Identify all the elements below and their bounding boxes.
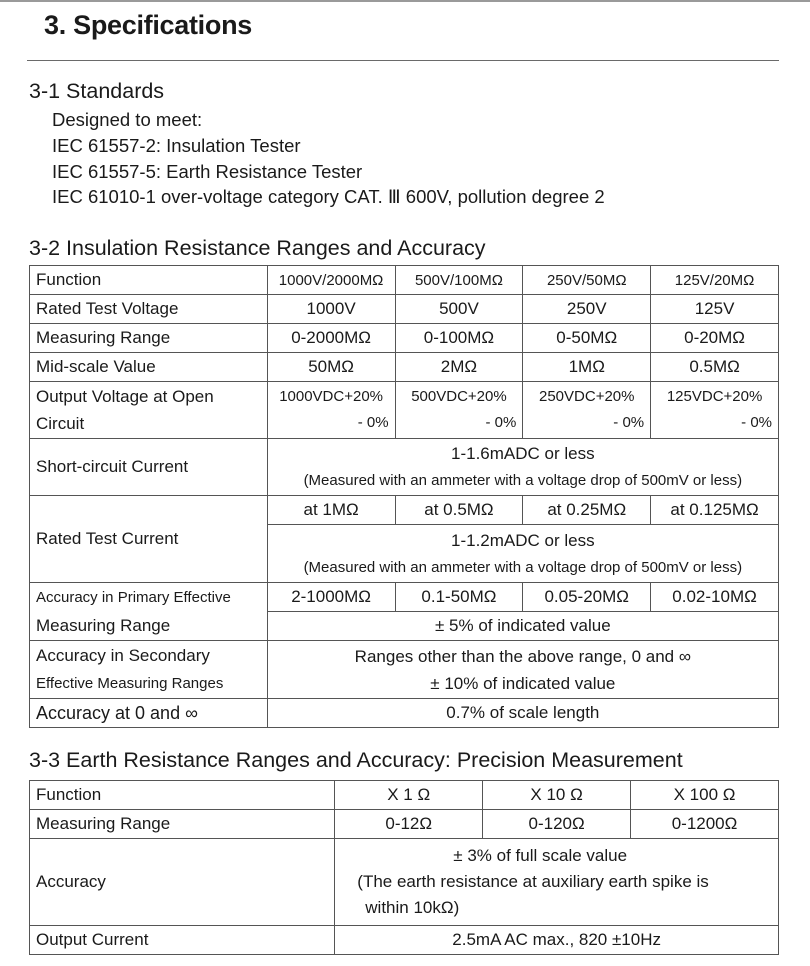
range-cell: 0-2000MΩ bbox=[267, 324, 395, 353]
range-cell: 0-50MΩ bbox=[523, 324, 651, 353]
page-title: 3. Specifications bbox=[44, 10, 252, 40]
standards-line: IEC 61557-5: Earth Resistance Tester bbox=[52, 161, 363, 182]
rated-current-at-cell: at 0.25MΩ bbox=[523, 496, 651, 525]
output-current-value: 2.5mA AC max., 820 ±10Hz bbox=[335, 926, 779, 955]
acc-secondary-line-1: Ranges other than the above range, 0 and ∞ bbox=[354, 646, 691, 666]
rated-current-value: 1-1.2mADC or less bbox=[451, 530, 595, 550]
table-row bbox=[30, 926, 779, 955]
open-voltage-cell bbox=[267, 382, 395, 439]
title-underline bbox=[27, 60, 779, 61]
acc-primary-value: ± 5% of indicated value bbox=[267, 612, 778, 641]
open-voltage-minus: - 0% bbox=[485, 414, 517, 431]
earth-range-label: Measuring Range bbox=[30, 810, 335, 839]
rated-current-at-cell: at 0.125MΩ bbox=[651, 496, 779, 525]
table-row bbox=[30, 810, 779, 839]
range-cell: 0-100MΩ bbox=[395, 324, 523, 353]
earth-function-cell: X 10 Ω bbox=[483, 781, 631, 810]
table-row bbox=[30, 353, 779, 382]
standards-heading: 3-1 Standards bbox=[29, 79, 165, 103]
open-voltage-minus: - 0% bbox=[613, 414, 645, 431]
short-circuit-value: 1-1.6mADC or less bbox=[451, 444, 595, 463]
mid-cell: 2MΩ bbox=[395, 353, 523, 382]
rated-current-note: (Measured with an ammeter with a voltage drop of 500mV or less) bbox=[303, 558, 743, 576]
earth-range-cell: 0-120Ω bbox=[483, 810, 631, 839]
earth-accuracy-line-1: ± 3% of full scale value bbox=[453, 846, 628, 865]
earth-accuracy-line-2: (The earth resistance at auxiliary earth spike is bbox=[357, 872, 709, 891]
table-row bbox=[30, 324, 779, 353]
acc-primary-range: 0.1-50MΩ bbox=[395, 583, 523, 612]
open-voltage-value: 500VDC+20% bbox=[411, 388, 507, 405]
earth-function-label: Function bbox=[30, 781, 335, 810]
mid-label: Mid-scale Value bbox=[30, 353, 268, 382]
rated-voltage-label: Rated Test Voltage bbox=[30, 295, 268, 324]
table-row bbox=[30, 781, 779, 810]
open-voltage-minus: - 0% bbox=[741, 414, 772, 431]
earth-function-cell: X 100 Ω bbox=[631, 781, 779, 810]
open-voltage-value: 125VDC+20% bbox=[666, 388, 763, 405]
rated-current-at-cell: at 1MΩ bbox=[267, 496, 395, 525]
acc-secondary-cell bbox=[267, 641, 778, 699]
acc-primary-range: 2-1000MΩ bbox=[267, 583, 395, 612]
mid-cell: 1MΩ bbox=[523, 353, 651, 382]
short-circuit-label: Short-circuit Current bbox=[30, 439, 268, 496]
table-row bbox=[30, 699, 779, 728]
open-voltage-value: 250VDC+20% bbox=[539, 388, 635, 405]
acc-zero-label: Accuracy at 0 and ∞ bbox=[30, 699, 268, 728]
rated-voltage-cell: 1000V bbox=[267, 295, 395, 324]
function-cell: 500V/100MΩ bbox=[395, 266, 523, 295]
table-row bbox=[30, 496, 779, 525]
range-label: Measuring Range bbox=[30, 324, 268, 353]
insulation-table bbox=[29, 265, 779, 728]
standards-line: IEC 61557-2: Insulation Tester bbox=[52, 135, 301, 156]
function-cell: 250V/50MΩ bbox=[523, 266, 651, 295]
acc-primary-label-2: Measuring Range bbox=[30, 612, 268, 641]
table-row bbox=[30, 439, 779, 496]
rated-current-label: Rated Test Current bbox=[30, 496, 268, 583]
acc-primary-label-1: Accuracy in Primary Effective bbox=[30, 583, 268, 612]
range-cell: 0-20MΩ bbox=[651, 324, 779, 353]
open-voltage-minus: - 0% bbox=[357, 414, 389, 431]
earth-table bbox=[29, 780, 779, 955]
earth-range-cell: 0-12Ω bbox=[335, 810, 483, 839]
standards-line: Designed to meet: bbox=[52, 109, 203, 130]
mid-cell: 50MΩ bbox=[267, 353, 395, 382]
acc-primary-range: 0.05-20MΩ bbox=[523, 583, 651, 612]
open-voltage-value: 1000VDC+20% bbox=[279, 388, 384, 405]
open-voltage-label bbox=[30, 382, 268, 439]
table-row bbox=[30, 641, 779, 699]
open-voltage-cell bbox=[651, 382, 779, 439]
acc-zero-value: 0.7% of scale length bbox=[267, 699, 778, 728]
standards-line: IEC 61010-1 over-voltage category CAT. Ⅲ 600V, pollution degree 2 bbox=[52, 186, 605, 207]
function-cell: 1000V/2000MΩ bbox=[267, 266, 395, 295]
rated-current-at-cell: at 0.5MΩ bbox=[395, 496, 523, 525]
table-row bbox=[30, 583, 779, 612]
rated-voltage-cell: 500V bbox=[395, 295, 523, 324]
rated-voltage-cell: 125V bbox=[651, 295, 779, 324]
top-rule bbox=[0, 0, 810, 2]
acc-secondary-label-1: Accuracy in Secondary bbox=[36, 646, 210, 665]
earth-function-cell: X 1 Ω bbox=[335, 781, 483, 810]
table-row bbox=[30, 382, 779, 439]
table-row bbox=[30, 839, 779, 926]
short-circuit-cell bbox=[267, 439, 778, 496]
acc-secondary-label bbox=[30, 641, 268, 699]
earth-accuracy-label: Accuracy bbox=[30, 839, 335, 926]
table-row bbox=[30, 612, 779, 641]
earth-accuracy-line-3: within 10kΩ) bbox=[365, 898, 460, 917]
acc-secondary-line-2: ± 10% of indicated value bbox=[430, 673, 616, 693]
earth-range-cell: 0-1200Ω bbox=[631, 810, 779, 839]
earth-heading: 3-3 Earth Resistance Ranges and Accuracy: Precision Measurement bbox=[29, 748, 683, 772]
open-voltage-cell bbox=[523, 382, 651, 439]
mid-cell: 0.5MΩ bbox=[651, 353, 779, 382]
acc-secondary-label-2: Effective Measuring Ranges bbox=[36, 675, 224, 692]
function-cell: 125V/20MΩ bbox=[651, 266, 779, 295]
insulation-heading: 3-2 Insulation Resistance Ranges and Accuracy bbox=[29, 236, 486, 260]
table-row bbox=[30, 266, 779, 295]
function-label: Function bbox=[30, 266, 268, 295]
open-voltage-cell bbox=[395, 382, 523, 439]
rated-voltage-cell: 250V bbox=[523, 295, 651, 324]
earth-accuracy-cell bbox=[335, 839, 779, 926]
rated-current-cell bbox=[267, 525, 778, 583]
short-circuit-note: (Measured with an ammeter with a voltage drop of 500mV or less) bbox=[303, 472, 743, 489]
acc-primary-range: 0.02-10MΩ bbox=[651, 583, 779, 612]
output-current-label: Output Current bbox=[30, 926, 335, 955]
open-voltage-label-1: Output Voltage at Open bbox=[36, 387, 214, 406]
table-row bbox=[30, 295, 779, 324]
open-voltage-label-2: Circuit bbox=[36, 414, 85, 433]
